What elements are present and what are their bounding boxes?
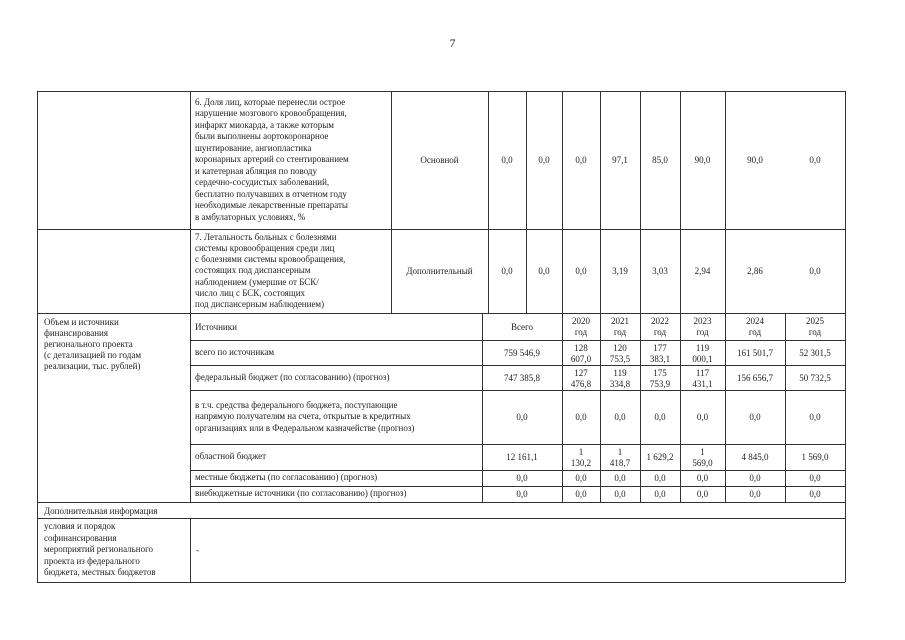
indicator-value: 3,19 (612, 266, 628, 276)
finance-value: 0,0 (575, 489, 587, 499)
finance-value: 607,0 (570, 353, 592, 364)
indicator-type: Дополнительный (406, 266, 473, 276)
year-header: 2024 (746, 316, 764, 326)
finance-value: 1 629,2 (646, 452, 674, 462)
col-border (37, 313, 38, 502)
indicator-name: число лиц с БСК, состоящих (195, 287, 306, 298)
row-border (190, 470, 845, 471)
finance-total: 0,0 (516, 412, 528, 422)
finance-value: 0,0 (809, 489, 821, 499)
finance-value: 0,0 (749, 473, 761, 483)
col-border (526, 91, 527, 313)
indicator-name: под диспансерным наблюдением) (195, 299, 325, 309)
indicator-value: 90,0 (747, 155, 763, 165)
finance-source-label: напрямую получателям на счета, открытые в кредитных (195, 411, 411, 422)
total-header: Всего (510, 322, 534, 332)
finance-value: 476,8 (570, 378, 592, 389)
indicator-name: 6. Доля лиц, которые перенесли острое (195, 96, 346, 107)
year-header: год (653, 327, 667, 337)
sources-header: Источники (195, 322, 237, 332)
page-number: 7 (449, 36, 456, 50)
finance-section-label: регионального проекта (44, 338, 133, 349)
finance-total: 759 546,9 (504, 347, 540, 358)
finance-value: 1 (617, 447, 623, 457)
finance-value: 156 656,7 (737, 372, 773, 383)
col-border (190, 313, 191, 502)
additional-label: софинансирования (44, 532, 117, 543)
row-border (37, 229, 845, 230)
indicator-name: инфаркт миокарда, а также которым (195, 119, 334, 130)
year-header: год (808, 327, 822, 337)
col-border (845, 313, 846, 502)
finance-value: 383,1 (649, 353, 671, 364)
finance-value: 0,0 (575, 473, 587, 483)
indicator-name: системы кровообращения среди лиц (195, 243, 335, 253)
finance-source-label: в т.ч. средства федерального бюджета, поступающие (195, 399, 398, 410)
col-border (680, 91, 681, 313)
finance-value: 0,0 (696, 489, 709, 499)
col-border (600, 313, 601, 502)
year-header: год (613, 327, 627, 337)
col-border (391, 91, 392, 313)
year-header: год (748, 327, 762, 337)
year-header: 2022 (651, 316, 669, 326)
finance-value: 120 (613, 342, 627, 353)
finance-value: 130,2 (570, 458, 592, 468)
indicator-name: в амбулаторных условиях, % (195, 211, 306, 222)
finance-total: 0,0 (516, 489, 528, 499)
col-border (680, 313, 681, 502)
finance-value: 753,9 (649, 378, 671, 389)
finance-total: 747 385,8 (504, 372, 540, 383)
indicator-value: 97,1 (612, 155, 628, 165)
finance-value: 0,0 (696, 412, 709, 422)
indicator-value: 0,0 (575, 266, 587, 276)
finance-section-label: Объем и источники (44, 316, 119, 327)
indicator-name: необходимые лекарственные препараты (195, 200, 348, 211)
finance-value: 418,7 (609, 458, 631, 468)
indicator-name: шунтирование, ангиопластика (195, 142, 312, 153)
indicator-value: 2,86 (747, 266, 763, 276)
year-header: год (574, 327, 588, 337)
indicator-name: и катетерная абляция по поводу (195, 165, 318, 176)
indicator-value: 3,03 (652, 266, 668, 276)
col-border (600, 91, 601, 313)
finance-section-label: реализации, тыс. рублей) (44, 360, 141, 371)
finance-value: 0,0 (575, 412, 587, 422)
indicator-type: Основной (420, 155, 459, 165)
row-border (190, 340, 845, 341)
finance-value: 119 (613, 367, 627, 378)
indicator-name: бесплатно получавших в отчетном году (195, 188, 347, 199)
finance-value: 161 501,7 (737, 347, 773, 358)
col-border (845, 91, 846, 313)
indicator-value: 0,0 (538, 155, 550, 165)
col-border (482, 313, 483, 502)
indicator-value: 85,0 (652, 155, 668, 165)
col-border (37, 91, 38, 313)
finance-value: 119 (695, 342, 710, 353)
indicator-name: 7. Летальность больных с болезнями (195, 231, 337, 242)
finance-source-label: местные бюджеты (по согласованию) (прогноз) (195, 472, 378, 483)
finance-value: 1 (700, 447, 705, 457)
additional-label: бюджета, местных бюджетов (44, 567, 156, 578)
finance-value: 000,1 (692, 353, 713, 364)
col-border (37, 502, 38, 582)
row-border (190, 486, 845, 487)
finance-value: 52 301,5 (799, 347, 831, 358)
additional-label: мероприятий регионального (44, 544, 154, 555)
row-border (37, 91, 845, 92)
finance-value: 127 (574, 367, 588, 378)
col-border (845, 502, 846, 582)
indicator-value: 0,0 (809, 266, 821, 276)
col-border (562, 313, 563, 502)
year-header: 2021 (611, 316, 629, 326)
year-header: 2023 (693, 316, 712, 326)
col-border (562, 91, 563, 313)
finance-value: 753,5 (609, 353, 631, 364)
finance-value: 0,0 (614, 489, 626, 499)
finance-value: 0,0 (809, 412, 821, 422)
finance-value: 0,0 (654, 412, 666, 422)
finance-source-label: всего по источникам (195, 346, 275, 357)
indicator-value: 90,0 (694, 155, 711, 165)
col-border (640, 313, 641, 502)
col-border (190, 91, 191, 313)
additional-label: проекта из федерального (44, 555, 140, 566)
finance-value: 128 (574, 342, 588, 353)
finance-value: 0,0 (614, 473, 626, 483)
finance-section-label: (с детализацией по годам (44, 349, 142, 360)
finance-total: 0,0 (516, 473, 528, 483)
finance-value: 0,0 (614, 412, 626, 422)
indicator-value: 0,0 (538, 266, 550, 276)
indicator-name: наблюдением (умершие от БСК/ (195, 276, 319, 287)
col-border (785, 313, 786, 502)
finance-value: 177 (653, 342, 667, 353)
indicator-name: были выполнены аортокоронарное (195, 131, 329, 142)
finance-value: 431,1 (692, 378, 713, 389)
indicator-name: сердечно-сосудистых заболеваний, (195, 177, 330, 188)
row-border (37, 518, 845, 519)
col-border (725, 313, 726, 502)
finance-section-label: финансирования (44, 327, 108, 338)
finance-source-label: федеральный бюджет (по согласованию) (прогноз) (195, 371, 390, 382)
finance-source-label: внебюджетные источники (по согласованию) (прогноз) (195, 488, 407, 499)
finance-value: 117 (695, 367, 710, 378)
additional-label: условия и порядок (44, 521, 116, 532)
finance-source-label: областной бюджет (195, 451, 267, 462)
col-border (725, 91, 726, 313)
finance-value: 50 732,5 (799, 372, 831, 383)
finance-source-label: организациях или в Федеральном казначействе (прогноз) (195, 422, 415, 433)
indicator-value: 2,94 (694, 266, 711, 276)
indicator-value: 0,0 (809, 155, 821, 165)
finance-value: 0,0 (654, 473, 666, 483)
row-border (37, 502, 845, 503)
indicator-name: с болезнями системы кровообращения, (195, 254, 346, 265)
finance-value: 0,0 (749, 489, 761, 499)
indicator-name: нарушение мозгового кровообращения, (195, 108, 347, 119)
finance-value: 1 (578, 447, 584, 457)
finance-value: 1 569,0 (801, 452, 829, 462)
row-border (37, 582, 845, 583)
row-border (37, 313, 845, 314)
finance-value: 0,0 (696, 473, 709, 483)
indicator-name: коронарных артерий со стентированием (195, 154, 349, 165)
indicator-name: состоящих под диспансерным (195, 265, 311, 276)
finance-value: 334,8 (609, 378, 631, 389)
additional-value: - (196, 545, 199, 555)
year-header: 2025 (806, 316, 824, 326)
row-border (190, 444, 845, 445)
indicator-value: 0,0 (501, 155, 513, 165)
additional-title: Дополнительная информация (44, 506, 158, 516)
finance-value: 0,0 (749, 412, 761, 422)
finance-value: 569,0 (692, 458, 713, 468)
year-header: 2020 (572, 316, 590, 326)
finance-total: 12 161,1 (506, 452, 538, 462)
col-border (640, 91, 641, 313)
year-header: год (696, 327, 709, 337)
finance-value: 4 845,0 (741, 452, 769, 462)
col-border (488, 91, 489, 313)
indicator-value: 0,0 (501, 266, 513, 276)
col-border (190, 518, 191, 582)
row-border (190, 365, 845, 366)
indicator-value: 0,0 (575, 155, 587, 165)
finance-value: 0,0 (654, 489, 666, 499)
finance-value: 175 (653, 367, 667, 378)
finance-value: 0,0 (809, 473, 821, 483)
row-border (190, 390, 845, 391)
